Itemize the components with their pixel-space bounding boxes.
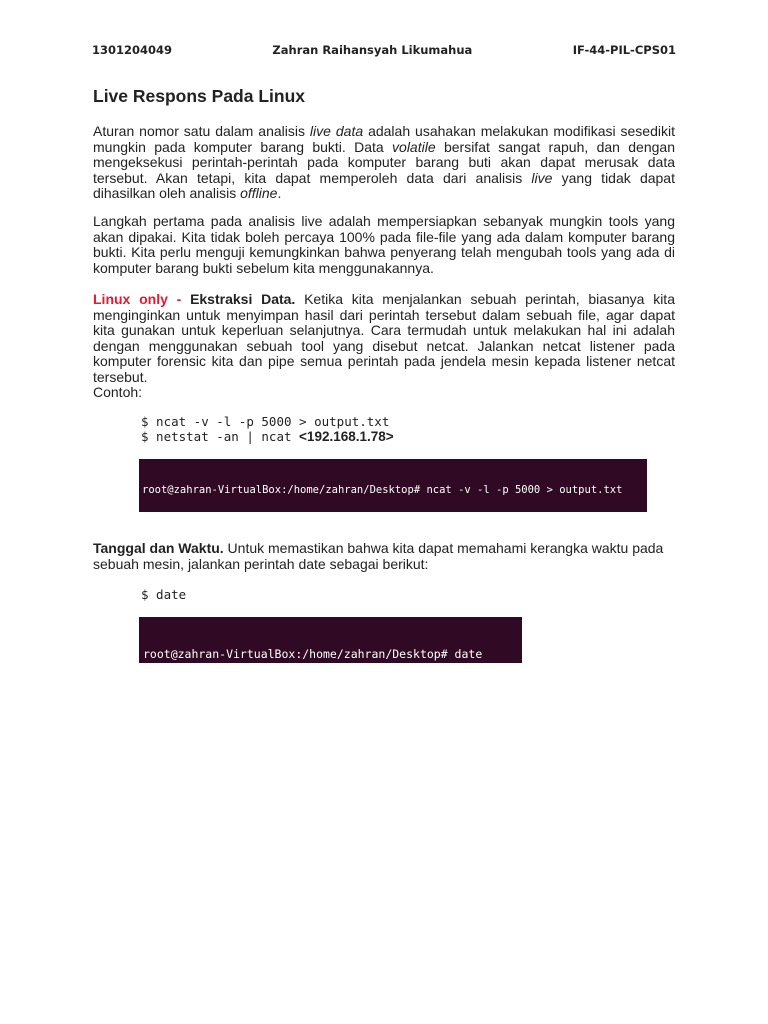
text-run: bersifat sangat rapuh, dan dengan mengeksekusi perintah-perintah pada komputer barang buti akan dapat merusak data tersebut. Akan tetapi, kita dapat memperoleh data dari analisis	[93, 138, 675, 186]
terminal-line: root@zahran-VirtualBox:/home/zahran/Desktop# ncat -v -l -p 5000 > output.txt	[142, 484, 623, 496]
paragraph-tools: Langkah pertama pada analisis live adalah mempersiapkan sebanyak mungkin tools yang akan dipakai. Kita tidak boleh percaya 100% pada file-file yang ada dalam komputer barang bukti. Kita perlu menguji kemungkinkan bahwa penyerang telah mengubah tools yang ada di komputer barang bukti sebelum kita menggunakannya.	[93, 213, 675, 276]
terminal-screenshot-ncat	[139, 459, 647, 512]
code-block-ncat	[141, 414, 394, 444]
italic-term: volatile	[392, 138, 436, 155]
code-block-date: $ date	[141, 587, 187, 602]
page-title: Live Respons Pada Linux	[93, 86, 305, 106]
code-text: $ netstat -an | ncat	[141, 429, 300, 444]
terminal-screenshot-date	[139, 617, 522, 663]
italic-term: live data	[309, 123, 364, 139]
header-author-name: Zahran Raihansyah Likumahua	[272, 43, 473, 57]
text-run: adalah usahakan melakukan modifikasi sesedikit mungkin pada komputer barang bukti. Data	[93, 123, 675, 155]
italic-term: offline	[240, 185, 278, 201]
header-nim: 1301204049	[92, 43, 173, 57]
paragraph-data-extraction	[93, 292, 675, 401]
text-run: Untuk memastikan bahwa kita dapat memahami kerangka waktu pada sebuah mesin, jalankan perintah date sebagai berikut:	[93, 540, 664, 572]
example-label: Contoh:	[93, 384, 143, 400]
header-class-code: IF-44-PIL-CPS01	[572, 43, 676, 57]
text-run: Aturan nomor satu dalam analisis	[93, 123, 310, 139]
ip-address: <192.168.1.78>	[299, 429, 394, 444]
section-heading-date-time: Tanggal dan Waktu.	[93, 540, 224, 556]
italic-term: live	[531, 169, 553, 186]
paragraph-live-data	[93, 124, 675, 202]
text-run: yang tidak dapat dihasilkan oleh analisis	[93, 169, 675, 201]
section-heading-data-extraction: Ekstraksi Data.	[190, 291, 296, 307]
code-line	[141, 429, 394, 444]
terminal-line: root@zahran-VirtualBox:/home/zahran/Desktop# date	[143, 647, 483, 661]
text-run: Ketika kita menjalankan sebuah perintah, biasanya kita menginginkan untuk menyimpan hasil dari perintah tersebut dalam sebuah file, agar dapat kita gunakan untuk keperluan selanjutnya. Cara termudah untuk melakukan hal ini adalah dengan menggunakan sebuah tool yang disebut netcat. Jalankan netcat listener pada komputer forensic kita dan pipe semua perintah pada jendela mesin kepada listener netcat tersebut.	[93, 291, 675, 385]
text-run: .	[277, 185, 282, 201]
page-header	[92, 43, 676, 57]
linux-only-label: Linux only -	[93, 291, 182, 307]
paragraph-date-time	[93, 541, 675, 572]
code-line: $ ncat -v -l -p 5000 > output.txt	[141, 414, 390, 429]
